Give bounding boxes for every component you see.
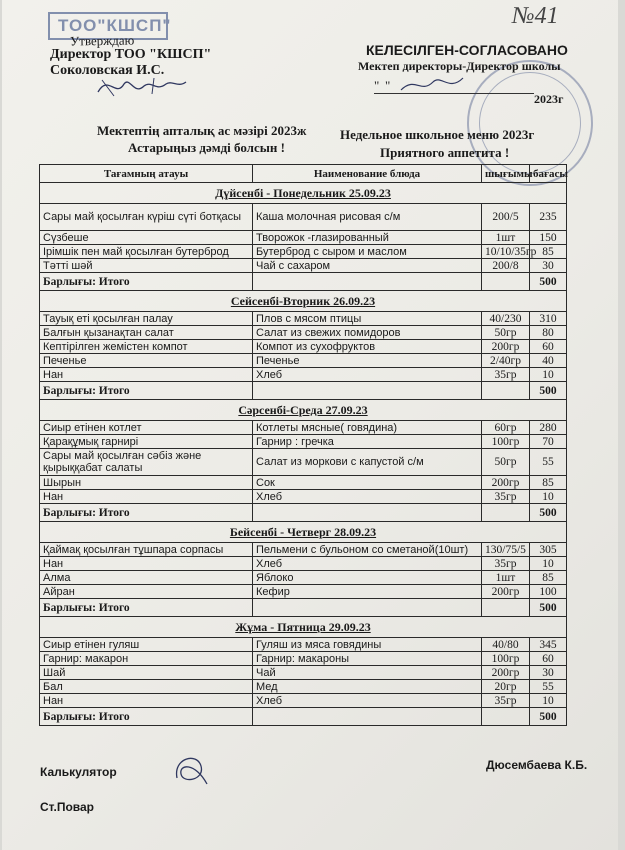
total-row [40,599,567,617]
total-label: Барлығы: Итого [40,504,253,522]
table-row [40,204,567,231]
dish-name-ru: Каша молочная рисовая с/м [253,204,482,231]
dish-name-ru: Компот из сухофруктов [253,340,482,354]
menu-body [40,183,567,726]
dish-name-kz: Ірімшік пен май қосылған бутерброд [40,245,253,259]
dish-price: 305 [530,543,567,557]
day-label: Жұма - Пятница 29.09.23 [235,620,371,634]
table-header-row [40,165,567,183]
dish-price: 10 [530,490,567,504]
table-row [40,231,567,245]
dish-name-ru: Хлеб [253,490,482,504]
table-row [40,326,567,340]
calculator-label: Калькулятор [40,765,117,779]
dish-name-kz: Сары май қосылған күріш сүті ботқасы [40,204,253,231]
total-label: Барлығы: Итого [40,599,253,617]
dish-name-kz: Алма [40,571,253,585]
dish-name-ru: Гуляш из мяса говядины [253,638,482,652]
dish-name-kz: Нан [40,694,253,708]
dish-name-ru: Сок [253,476,482,490]
cook-label: Ст.Повар [40,800,94,814]
signer-name: Дюсембаева К.Б. [486,758,588,772]
dish-name-ru: Творожок -глазированный [253,231,482,245]
menu-table [39,164,567,726]
table-row [40,435,567,449]
date-open-quote: " [374,78,380,93]
dish-output: 10/10/35гр [482,245,530,259]
dish-output: 130/75/5 [482,543,530,557]
total-empty [253,504,482,522]
total-empty [482,382,530,400]
table-row [40,421,567,435]
total-value: 500 [530,273,567,291]
total-label: Барлығы: Итого [40,382,253,400]
total-label: Барлығы: Итого [40,708,253,726]
menu-document [2,0,618,850]
column-header-price: бағасы [530,165,567,183]
total-empty [253,708,482,726]
dish-price: 85 [530,571,567,585]
total-empty [253,599,482,617]
page-number: №41 [512,3,559,29]
day-label: Сейсенбі-Вторник 26.09.23 [230,294,376,308]
dish-name-kz: Сиыр етінен гуляш [40,638,253,652]
total-empty [482,708,530,726]
day-label: Бейсенбі - Четверг 28.09.23 [229,525,377,539]
dish-output: 200гр [482,476,530,490]
dish-name-ru: Гарнир : гречка [253,435,482,449]
day-cell [40,400,567,421]
table-row [40,666,567,680]
dish-output: 20гр [482,680,530,694]
ru-wish: Приятного аппетита ! [380,145,510,160]
dish-price: 60 [530,652,567,666]
dish-output: 50гр [482,326,530,340]
approved-label: Утверждаю [69,32,135,49]
table-row [40,354,567,368]
table-row [40,245,567,259]
director-signature [94,70,189,102]
dish-name-kz: Кептірілген жемістен компот [40,340,253,354]
dish-name-ru: Хлеб [253,694,482,708]
dish-price: 70 [530,435,567,449]
day-cell [40,617,567,638]
kz-title: Мектептің апталық ас мәзірі 2023ж [97,123,307,138]
dish-output: 200гр [482,585,530,599]
dish-output: 200гр [482,340,530,354]
dish-price: 310 [530,312,567,326]
dish-price: 30 [530,666,567,680]
dish-price: 55 [530,680,567,694]
total-empty [482,599,530,617]
dish-name-ru: Пельмени с бульоном со сметаной(10шт) [253,543,482,557]
table-row [40,340,567,354]
dish-price: 10 [530,368,567,382]
director-title: Директор ТОО "КШСП" [50,47,212,62]
dish-output: 200/5 [482,204,530,231]
table-row [40,449,567,476]
agreed-label: КЕЛЕСІЛГЕН-СОГЛАСОВАНО [366,42,568,58]
dish-price: 345 [530,638,567,652]
director-name: Соколовская И.С. [50,63,165,78]
dish-name-kz: Балғын қызанақтан салат [40,326,253,340]
day-header-row [40,400,567,421]
dish-output: 40/80 [482,638,530,652]
table-row [40,638,567,652]
dish-price: 85 [530,476,567,490]
kz-wish: Астарыңыз дәмді болсын ! [128,140,285,155]
dish-name-kz: Сары май қосылған сәбіз және қырыққабат салаты [40,449,253,476]
dish-name-ru: Бутерброд с сыром и маслом [253,245,482,259]
table-row [40,585,567,599]
total-row [40,708,567,726]
dish-price: 80 [530,326,567,340]
date-close-quote: " [385,78,391,93]
table-row [40,476,567,490]
total-empty [482,504,530,522]
dish-name-ru: Яблоко [253,571,482,585]
day-label: Сәрсенбі-Среда 27.09.23 [238,403,368,417]
dish-price: 30 [530,259,567,273]
dish-name-ru: Салат из моркови с капустой с/м [253,449,482,476]
dish-price: 235 [530,204,567,231]
total-row [40,273,567,291]
dish-output: 60гр [482,421,530,435]
dish-name-kz: Шырын [40,476,253,490]
dish-output: 50гр [482,449,530,476]
school-director-title: Мектеп директоры-Директор школы [358,59,561,73]
dish-name-ru: Хлеб [253,368,482,382]
total-value: 500 [530,708,567,726]
table-row [40,571,567,585]
dish-name-kz: Қарақұмық гарнирі [40,435,253,449]
year-label: 2023г [534,92,564,106]
dish-price: 55 [530,449,567,476]
day-label: Дүйсенбі - Понедельник 25.09.23 [215,186,391,200]
total-label: Барлығы: Итого [40,273,253,291]
table-row [40,259,567,273]
dish-output: 35гр [482,694,530,708]
dish-name-kz: Тәтті шәй [40,259,253,273]
total-value: 500 [530,599,567,617]
column-header-output: шығымы [482,165,530,183]
day-cell [40,183,567,204]
dish-name-kz: Айран [40,585,253,599]
dish-price: 280 [530,421,567,435]
dish-name-ru: Кефир [253,585,482,599]
dish-name-kz: Нан [40,557,253,571]
dish-name-kz: Қаймақ қосылған тұшпара сорпасы [40,543,253,557]
dish-name-kz: Печенье [40,354,253,368]
school-director-signature [397,70,467,98]
dish-name-ru: Чай [253,666,482,680]
dish-name-ru: Гарнир: макароны [253,652,482,666]
company-stamp: ТОО"КШСП" [48,12,168,40]
dish-name-kz: Сүзбеше [40,231,253,245]
dish-output: 35гр [482,368,530,382]
day-header-row [40,183,567,204]
total-empty [253,382,482,400]
table-row [40,694,567,708]
day-cell [40,291,567,312]
table-row [40,368,567,382]
total-empty [253,273,482,291]
dish-price: 60 [530,340,567,354]
dish-name-ru: Котлеты мясные( говядина) [253,421,482,435]
day-cell [40,522,567,543]
table-row [40,490,567,504]
dish-output: 200/8 [482,259,530,273]
total-value: 500 [530,382,567,400]
dish-output: 100гр [482,435,530,449]
dish-name-ru: Мед [253,680,482,694]
dish-name-kz: Нан [40,368,253,382]
table-row [40,557,567,571]
dish-name-kz: Сиыр етінен котлет [40,421,253,435]
dish-name-ru: Хлеб [253,557,482,571]
column-header-kz: Тағамның атауы [40,165,253,183]
dish-output: 1шт [482,571,530,585]
dish-price: 10 [530,557,567,571]
dish-name-ru: Салат из свежих помидоров [253,326,482,340]
dish-name-kz: Тауық еті қосылған палау [40,312,253,326]
day-header-row [40,291,567,312]
table-row [40,652,567,666]
total-row [40,382,567,400]
total-row [40,504,567,522]
dish-output: 2/40гр [482,354,530,368]
dish-output: 35гр [482,557,530,571]
dish-name-ru: Плов с мясом птицы [253,312,482,326]
dish-output: 40/230 [482,312,530,326]
column-header-ru: Наименование блюда [253,165,482,183]
dish-name-kz: Гарнир: макарон [40,652,253,666]
dish-name-kz: Бал [40,680,253,694]
dish-price: 150 [530,231,567,245]
day-header-row [40,522,567,543]
dish-price: 10 [530,694,567,708]
dish-output: 35гр [482,490,530,504]
dish-output: 100гр [482,652,530,666]
dish-price: 40 [530,354,567,368]
calculator-signature [167,748,212,790]
dish-name-kz: Шай [40,666,253,680]
table-row [40,543,567,557]
dish-price: 85 [530,245,567,259]
dish-name-ru: Печенье [253,354,482,368]
day-header-row [40,617,567,638]
table-row [40,312,567,326]
dish-output: 1шт [482,231,530,245]
total-empty [482,273,530,291]
dish-output: 200гр [482,666,530,680]
total-value: 500 [530,504,567,522]
dish-name-kz: Нан [40,490,253,504]
dish-name-ru: Чай с сахаром [253,259,482,273]
table-row [40,680,567,694]
ru-title: Недельное школьное меню 2023г [340,127,535,142]
dish-price: 100 [530,585,567,599]
